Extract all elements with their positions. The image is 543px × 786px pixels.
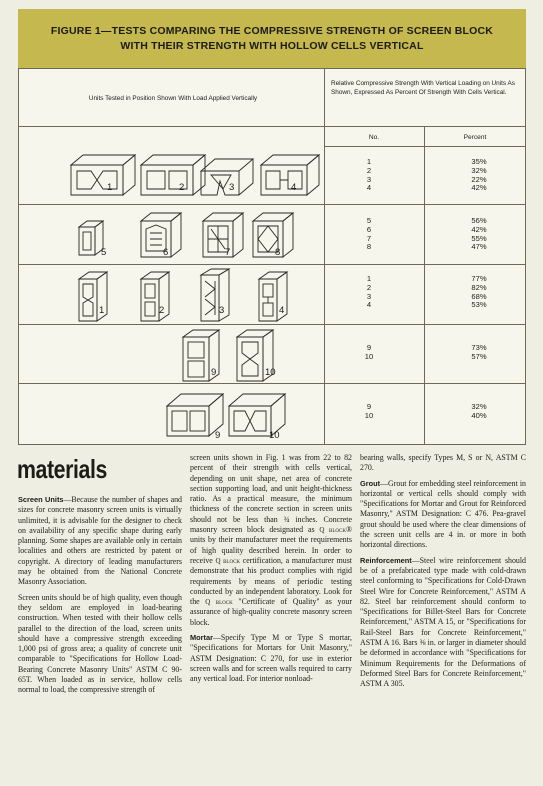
row-number: 9 <box>366 343 372 352</box>
q-block-mark: Q block <box>205 598 233 607</box>
block-4-drawing <box>261 155 319 195</box>
row-2-numbers <box>359 217 379 252</box>
paragraph-strength <box>190 453 352 628</box>
row-number: 10 <box>364 351 374 361</box>
row-3-numbers <box>359 275 379 310</box>
block-label: 7 <box>225 247 231 258</box>
block-label: 2 <box>159 305 165 316</box>
paragraph-text: certification, a manufacturer must demonstrate that his product complies with rigid requirements by means of periodic testing conducted by an independent laboratory. Look for the <box>190 555 352 607</box>
row-2-percents <box>459 217 499 252</box>
row-number: 1 <box>366 274 372 283</box>
percent-value: 77% <box>471 274 487 283</box>
block-2-drawing <box>141 155 205 195</box>
row-number: 3 <box>366 174 372 184</box>
row-number: 2 <box>366 282 372 292</box>
row-4-numbers <box>359 344 379 362</box>
row-1-percents <box>459 158 499 193</box>
block-2-vertical-drawing <box>141 272 169 321</box>
row-number: 3 <box>366 291 372 301</box>
row-5-percents <box>459 403 499 421</box>
header-relative-strength: Relative Compressive Strength With Vertical Loading on Units As Shown, Expressed As Percent Of Strength With Cells Vertical. <box>331 80 515 96</box>
block-label: 4 <box>279 305 285 316</box>
block-label: 2 <box>179 182 185 193</box>
block-label: 1 <box>99 305 105 316</box>
row-3-percents <box>459 275 499 310</box>
article-column-1 <box>18 453 182 701</box>
block-label: 8 <box>275 247 281 258</box>
block-label: 9 <box>211 367 217 378</box>
row-number: 10 <box>364 410 374 420</box>
percent-value: 22% <box>471 174 487 184</box>
percent-value: 82% <box>471 282 487 292</box>
row-number: 7 <box>366 233 372 243</box>
q-block-mark: Q block <box>319 526 346 535</box>
paragraph-text: "Certificate of Quality" as your assurance of high-quality concrete masonry screen block. <box>190 597 352 627</box>
block-label: 1 <box>107 182 113 193</box>
figure-title-line1: FIGURE 1—TESTS COMPARING THE COMPRESSIVE STRENGTH OF SCREEN BLOCK <box>50 24 494 37</box>
block-label: 6 <box>163 247 169 258</box>
block-drawings-row-5 <box>19 384 324 445</box>
paragraph-screen-units <box>18 495 182 588</box>
percent-value: 42% <box>471 183 487 193</box>
row-4-percents <box>459 344 499 362</box>
row-5-numbers <box>359 403 379 421</box>
row-1-numbers <box>359 158 379 193</box>
percent-value: 47% <box>471 242 487 252</box>
paragraph-text: —Steel wire reinforcement should be of a prefabricated type made with cold-drawn steel conforming to "Specifications for Cold-Drawn Steel Wire for Concrete Reinforcement," ASTM A 82. Steel bar reinforcement should conform to "Specifications for Billet-Steel Bars for Concrete Reinforcement," ASTM A 15, or "Specifications for Rail-Steel Bars for Concrete Reinforcement," ASTM A 16. Bars ⅜ in. or larger in diameter should be deformed in accordance with "Specifications for Minimum Requirements for the Deformations of Deformed Steel Bars for Concrete Reinforcement," ASTM A 305. <box>360 555 526 689</box>
block-6-drawing <box>141 213 181 257</box>
paragraph-mortar-cont: bearing walls, specify Types M, S or N, ASTM C 270. <box>360 453 526 473</box>
column-divider <box>424 127 425 444</box>
percent-value: 55% <box>471 233 487 243</box>
paragraph-text: ® units by their manufacturer meet the requirements of high quality described herein. In order to receive <box>190 525 352 565</box>
q-block-mark: Q block <box>215 556 241 565</box>
row-number: 4 <box>366 300 372 310</box>
figure-title-line2: WITH THEIR STRENGTH WITH HOLLOW CELLS VERTICAL <box>120 39 424 52</box>
block-label: 3 <box>219 305 225 316</box>
paragraph-text: —Specify Type M or Type S mortar, "Specifications for Mortars for Unit Masonry," ASTM Designation: C 270, for use in exterior screen walls and for screen walls required to carry any vertical load. For interior nonload- <box>190 633 352 684</box>
row-number: 4 <box>366 183 372 193</box>
run-in-head: Reinforcement <box>360 555 412 565</box>
column-header-no: No. <box>368 133 380 141</box>
percent-value: 42% <box>471 224 487 234</box>
row-number: 9 <box>366 402 372 411</box>
percent-value: 57% <box>471 351 487 361</box>
paragraph-text: —Because the number of shapes and sizes for concrete masonry screen units is virtually unlimited, it is advisable for the designer to check on availability of any specific shape during early planning. Some shapes are available only in certain localities and others are restricted by patent or copyright. A directory of leading manufacturers may be obtained from the National Concrete Masonry Association. <box>18 495 182 587</box>
block-drawings-row-3 <box>19 265 324 324</box>
percent-value: 40% <box>471 410 487 420</box>
block-label: 3 <box>229 182 235 193</box>
block-7-drawing <box>203 213 243 257</box>
block-label: 4 <box>291 182 297 193</box>
percent-value: 35% <box>471 157 487 166</box>
block-3-drawing <box>201 159 253 195</box>
block-drawings-row-4 <box>19 325 324 383</box>
header-units-tested: Units Tested in Position Shown With Load Applied Vertically <box>88 94 258 102</box>
block-label: 5 <box>101 247 107 258</box>
block-8-drawing <box>253 213 293 257</box>
percent-value: 73% <box>471 343 487 352</box>
block-5-drawing <box>79 221 103 255</box>
column-header-percent: Percent <box>463 133 487 141</box>
row-number: 1 <box>366 157 372 166</box>
row-number: 6 <box>366 224 372 234</box>
figure-table <box>18 68 526 445</box>
run-in-head: Screen Units <box>18 495 64 504</box>
block-1-drawing <box>71 155 135 195</box>
figure-title <box>18 9 526 68</box>
paragraph-text: —Grout for embedding steel reinforcement in horizontal or vertical cells should comply with "Specifications for Mortar and Grout for Reinforced Masonry," ASTM Designation: C 476. Pea-gravel grout should be used where the clear dimensions of the screen unit cells are 4 in. or more in both horizontal directions. <box>360 478 526 550</box>
run-in-head: Mortar <box>190 633 213 643</box>
row-number: 2 <box>366 165 372 175</box>
percent-value: 32% <box>471 402 487 411</box>
paragraph-text: screen units shown in Fig. 1 was from 22 to 82 percent of their strength with cells vertical, depending on unit shape, net area of concrete section supporting load, and unit height-thickness ratio. As a practical measure, the minimum thickness of the concrete section in screen units should not be less than ¾ inches. Concrete masonry screen block designated as <box>190 453 352 535</box>
paragraph-reinforcement <box>360 556 526 690</box>
paragraph-grout <box>360 479 526 551</box>
row-number: 5 <box>366 216 372 225</box>
paragraph-quality: Screen units should be of high quality, even though they seldom are employed in load-bearing construction. When tested with their hollow cells parallel to the direction of the load, screen units should have a compressive strength exceeding 1,000 psi of gross area; a quality of concrete unit comparable to "Specifications for Hollow Load-Bearing Concrete Masonry Units" ASTM C 90-65T. When loaded as in service, hollow cells normal to load, the compressive strength of <box>18 592 182 695</box>
percent-value: 53% <box>471 300 487 310</box>
percent-value: 68% <box>471 291 487 301</box>
row-number: 8 <box>366 242 372 252</box>
block-label: 10 <box>269 430 280 441</box>
block-3-vertical-drawing <box>201 269 229 321</box>
article-column-3 <box>360 453 526 695</box>
run-in-head: Grout <box>360 478 381 488</box>
page <box>18 9 526 769</box>
article-column-2 <box>190 453 352 690</box>
block-drawings-row-1 <box>19 147 324 204</box>
block-label: 9 <box>215 430 221 441</box>
block-label: 10 <box>265 367 276 378</box>
percent-value: 32% <box>471 165 487 175</box>
section-heading-materials: materials <box>17 454 107 484</box>
block-drawings-row-2 <box>19 205 324 264</box>
paragraph-mortar <box>190 633 352 684</box>
percent-value: 56% <box>471 216 487 225</box>
